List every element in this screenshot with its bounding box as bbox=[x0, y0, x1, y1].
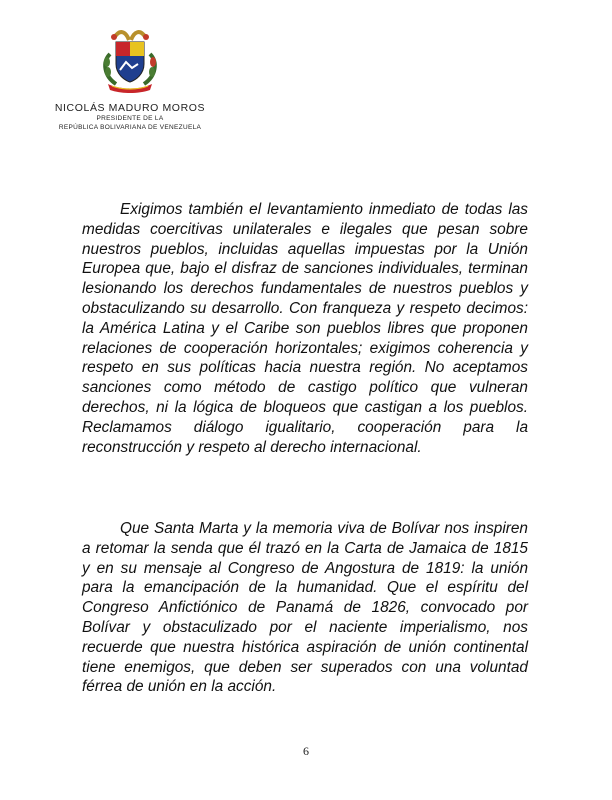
coat-of-arms-icon bbox=[96, 24, 164, 94]
letterhead bbox=[40, 24, 220, 132]
letterhead-country: REPÚBLICA BOLIVARIANA DE VENEZUELA bbox=[58, 124, 202, 131]
letterhead-name: NICOLÁS MADURO MOROS bbox=[54, 102, 206, 114]
page-number: 6 bbox=[303, 744, 309, 758]
letterhead-title: PRESIDENTE DE LA bbox=[96, 115, 164, 122]
body-paragraph: Que Santa Marta y la memoria viva de Bolívar nos inspiren a retomar la senda que él trazó en la Carta de Jamaica de 1815 y en su mensaje al Congreso de Angostura de 1819: la unión para la emancipación de la humanidad. Que el espíritu del Congreso Anfictiónico de Panamá de 1826, convocado por Bolívar y obstaculizado por el naciente imperialismo, nos recuerde que nuestra histórica aspiración de unión continental tiene enemigos, que deben ser superados con una voluntad férrea de unión en la acción. bbox=[82, 520, 528, 696]
body-paragraph: Exigimos también el levantamiento inmediato de todas las medidas coercitivas unilaterales e ilegales que pesan sobre nuestros pueblos, incluidas aquellas impuestas por la Unión Europea que, bajo el disfraz de sanciones individuales, terminan lesionando los derechos fundamentales de nuestros pueblos y obstaculizando su desarrollo. Con franqueza y respeto decimos: la América Latina y el Caribe son pueblos libres que proponen relaciones de cooperación horizontales; exigimos coherencia y respeto en sus políticas hacia nuestra región. No aceptamos sanciones como método de castigo político que vulneran derechos, ni la lógica de bloqueos que castigan a los pueblos. Reclamamos diálogo igualitario, cooperación para la reconstrucción y respeto al derecho internacional. bbox=[82, 201, 528, 456]
